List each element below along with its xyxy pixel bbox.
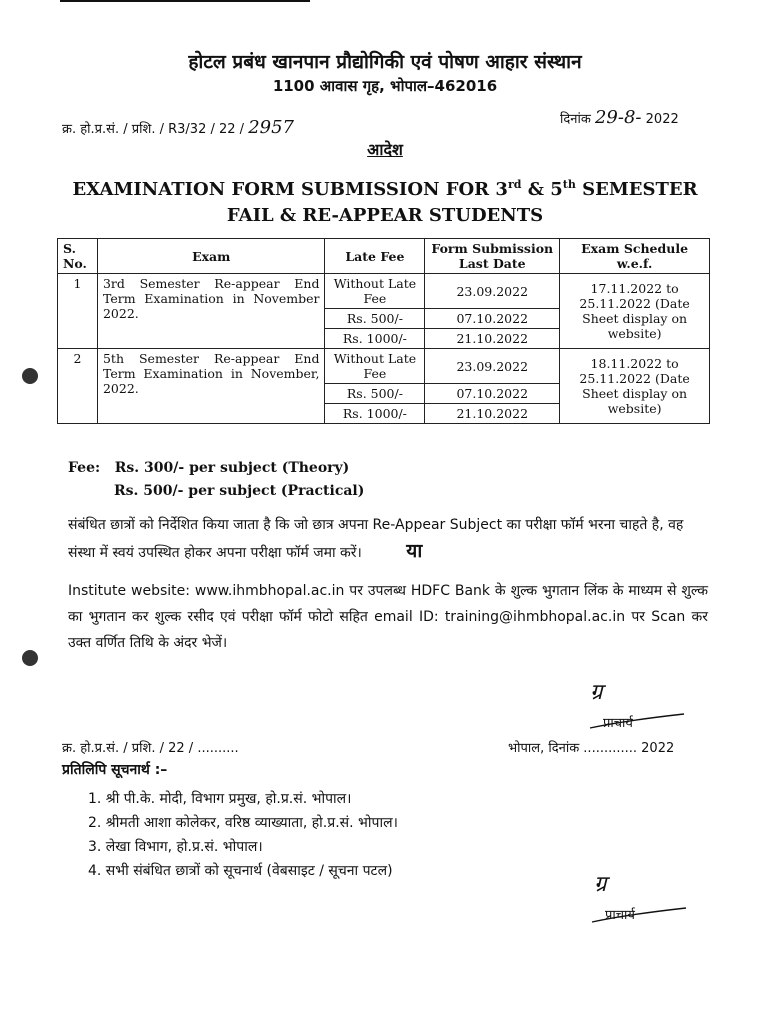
title-line-2: FAIL & RE-APPEAR STUDENTS — [226, 205, 544, 226]
reference-number-text: क्र. हो.प्र.सं. / प्रशि. / R3/32 / 22 / — [62, 122, 245, 137]
organization-address: 1100 आवास गृह, भोपाल–462016 — [272, 77, 498, 95]
footer-reference-number: क्र. हो.प्र.सं. / प्रशि. / 22 / .......... — [62, 741, 239, 756]
row-date: 07.10.2022 — [425, 384, 560, 404]
signature-mark-1: ग्र — [590, 680, 603, 705]
row-date: 21.10.2022 — [425, 329, 560, 349]
header-last-date: Form Submission Last Date — [425, 239, 560, 274]
table-row — [58, 349, 710, 384]
document-title — [40, 172, 730, 229]
reference-number — [62, 117, 294, 138]
reference-number-handwritten: 2957 — [248, 117, 295, 138]
fee-label: Fee: — [68, 460, 101, 476]
fee-practical: Rs. 500/- per subject (Practical) — [114, 483, 365, 499]
row-schedule: 17.11.2022 to 25.11.2022 (Date Sheet display on website) — [560, 274, 710, 349]
table-row — [58, 274, 710, 309]
row-fee: Rs. 1000/- — [325, 404, 425, 424]
copy-to-list — [88, 787, 398, 883]
row-fee: Rs. 500/- — [325, 309, 425, 329]
instruction-paragraph-1 — [68, 512, 708, 566]
header-exam: Exam — [97, 239, 325, 274]
punch-hole — [22, 650, 38, 666]
list-item: 1. श्री पी.के. मोदी, विभाग प्रमुख, हो.प्र.सं. भोपाल। — [88, 791, 352, 807]
exam-schedule-table — [57, 238, 710, 424]
fee-block — [68, 457, 364, 503]
signature-label-1: प्राचार्य — [603, 716, 633, 731]
list-item: 2. श्रीमती आशा कोलेकर, वरिष्ठ व्याख्याता, हो.प्र.सं. भोपाल। — [88, 815, 398, 831]
order-heading-text: आदेश — [367, 140, 403, 159]
row-date: 23.09.2022 — [425, 274, 560, 309]
row-fee: Without Late Fee — [325, 274, 425, 309]
header-schedule: Exam Schedule w.e.f. — [560, 239, 710, 274]
row-fee: Rs. 1000/- — [325, 329, 425, 349]
instruction-paragraph-2: Institute website: www.ihmbhopal.ac.in पर उपलब्ध HDFC Bank के शुल्क भुगतान लिंक के माध्यम से शुल्क का भुगतान कर शुल्क रसीद एवं परीक्षा फॉर्म फोटो सहित email ID: training@ihmbhopal.ac.in पर Scan कर उक्त वर्णित तिथि के अंदर भेजें। — [68, 583, 708, 651]
row-sno: 2 — [58, 349, 98, 424]
date-year: 2022 — [645, 112, 679, 127]
row-schedule: 18.11.2022 to 25.11.2022 (Date Sheet display on website) — [560, 349, 710, 424]
header-sno: S. No. — [58, 239, 98, 274]
table-header-row — [58, 239, 710, 274]
organization-name: होटल प्रबंध खानपान प्रौद्योगिकी एवं पोषण आहार संस्थान — [188, 51, 582, 73]
footer-date: भोपाल, दिनांक ............. 2022 — [508, 741, 675, 756]
list-item: 4. सभी संबंधित छात्रों को सूचनार्थ (वेबसाइट / सूचना पटल) — [88, 863, 393, 879]
date-handwritten: 29-8- — [594, 107, 642, 128]
or-word: या — [406, 540, 423, 562]
title-line-1: EXAMINATION FORM SUBMISSION FOR 3rd & 5th SEMESTER — [72, 178, 698, 200]
top-rule — [60, 0, 310, 2]
instruction-text-1: संबंधित छात्रों को निर्देशित किया जाता है कि जो छात्र अपना Re-Appear Subject का परीक्षा फॉर्म भरना चाहते है, वह संस्था में स्वयं उपस्थित होकर अपना परीक्षा फॉर्म जमा करें। — [68, 517, 684, 561]
signature-label-2: प्राचार्य — [605, 908, 635, 923]
signature-stroke-1 — [588, 704, 688, 734]
row-sno: 1 — [58, 274, 98, 349]
list-item: 3. लेखा विभाग, हो.प्र.सं. भोपाल। — [88, 839, 263, 855]
fee-theory: Rs. 300/- per subject (Theory) — [114, 460, 350, 476]
row-fee: Rs. 500/- — [325, 384, 425, 404]
copy-to-heading: प्रतिलिपि सूचनार्थ :– — [62, 762, 168, 778]
row-exam: 3rd Semester Re-appear End Term Examination in November 2022. — [97, 274, 325, 349]
row-date: 21.10.2022 — [425, 404, 560, 424]
row-fee: Without Late Fee — [325, 349, 425, 384]
order-heading — [0, 138, 770, 160]
fee-theory-line — [68, 457, 364, 480]
date-label: दिनांक — [560, 112, 591, 127]
signature-mark-2: ग्र — [594, 872, 607, 897]
row-exam: 5th Semester Re-appear End Term Examination in November, 2022. — [97, 349, 325, 424]
signature-stroke-2 — [590, 898, 690, 928]
punch-hole — [22, 368, 38, 384]
row-date: 07.10.2022 — [425, 309, 560, 329]
fee-practical-line — [68, 480, 364, 503]
row-date: 23.09.2022 — [425, 349, 560, 384]
header-late-fee: Late Fee — [325, 239, 425, 274]
order-date — [560, 107, 679, 128]
